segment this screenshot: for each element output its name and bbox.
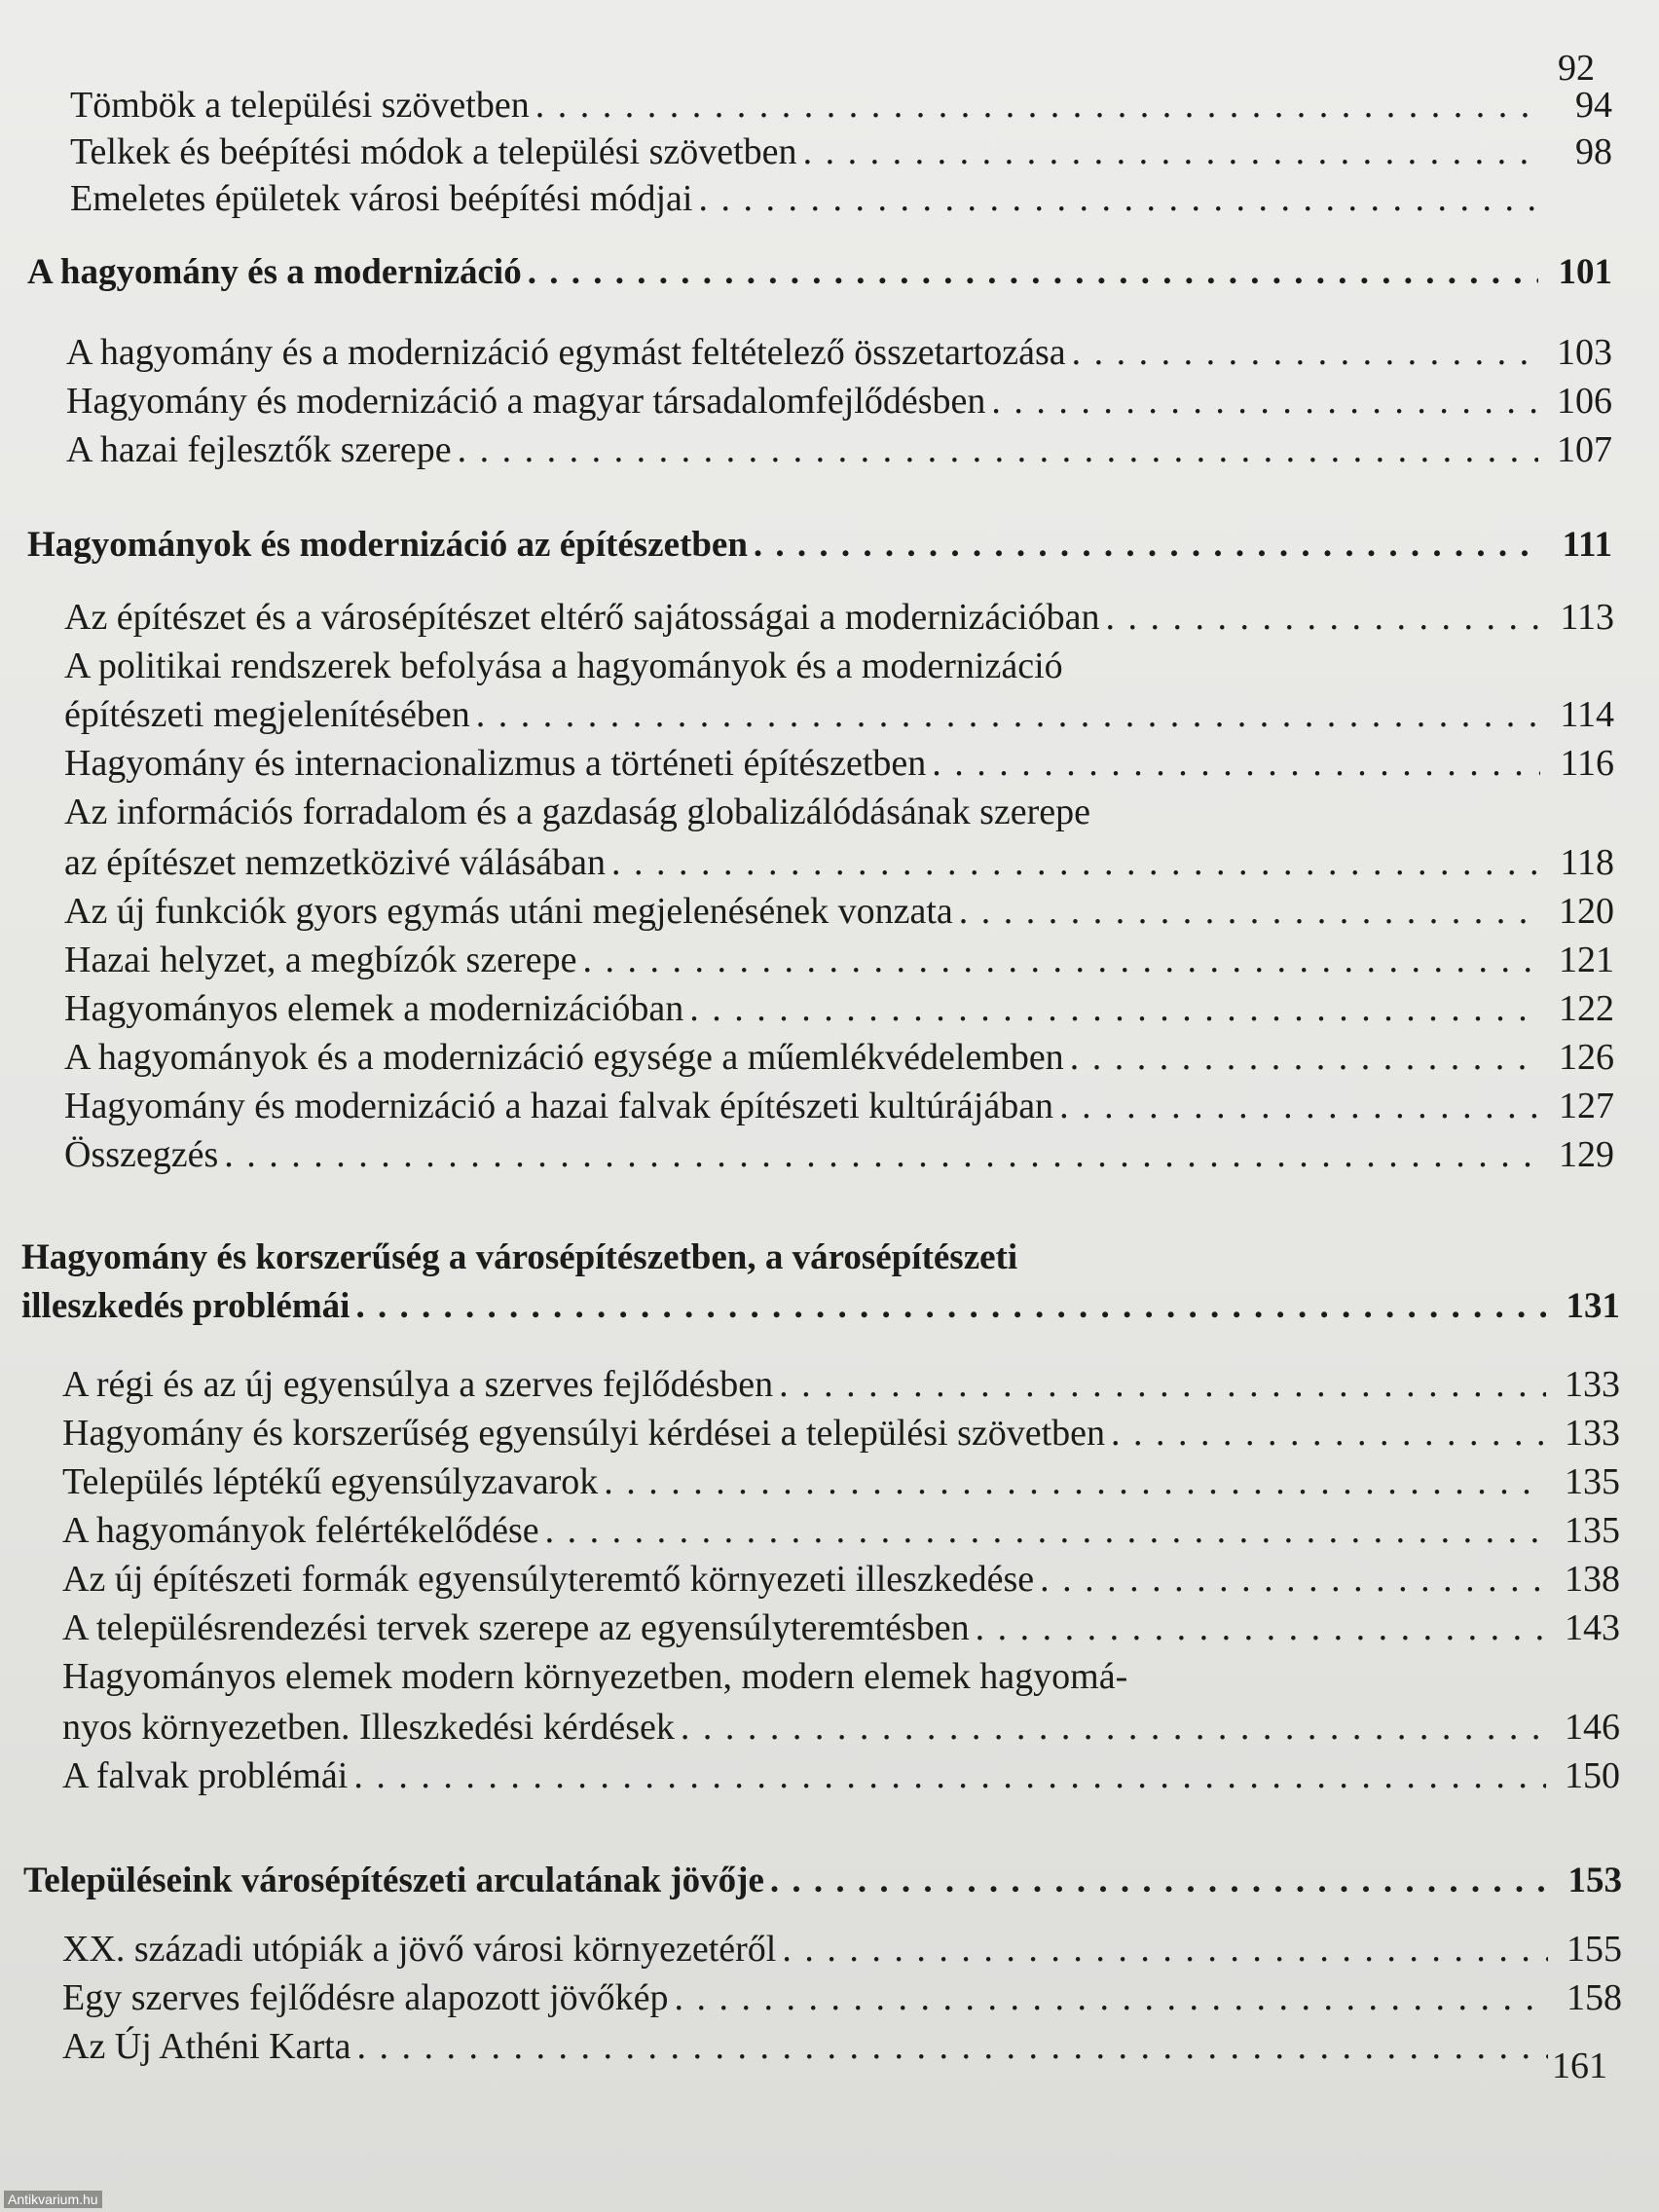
toc-entry-title: Tömbök a települési szövetben xyxy=(70,85,530,126)
toc-entry-page: 98 xyxy=(1575,131,1612,172)
dot-leader xyxy=(582,939,1540,981)
toc-entry-title: Hagyomány és korszerűség egyensúlyi kérdései a települési szövetben xyxy=(62,1413,1106,1454)
dot-leader xyxy=(476,693,1540,736)
dot-leader xyxy=(1111,1412,1546,1455)
dot-leader xyxy=(1106,596,1540,639)
toc-section xyxy=(27,251,1612,293)
dot-leader xyxy=(932,742,1540,785)
dot-leader xyxy=(535,84,1538,127)
toc-entry-page: 121 xyxy=(1559,940,1614,980)
toc-entry-title: az építészet nemzetközivé válásában xyxy=(64,842,606,883)
toc-entry-title: Az építészet és a városépítészet eltérő sajátosságai a modernizációban xyxy=(64,597,1100,638)
dot-leader xyxy=(355,1285,1546,1327)
dot-leader xyxy=(611,841,1540,884)
toc-entry xyxy=(64,890,1614,933)
toc-entry-page: 126 xyxy=(1559,1037,1614,1078)
toc-entry-title: A falvak problémái xyxy=(62,1755,349,1796)
toc-entry xyxy=(64,693,1614,736)
dot-leader xyxy=(528,251,1538,293)
toc-entry xyxy=(70,84,1612,127)
toc-entry-title: Összegzés xyxy=(64,1134,219,1175)
toc-entry-page: 146 xyxy=(1565,1707,1620,1748)
toc-entry-page: 106 xyxy=(1557,381,1612,422)
toc-entry xyxy=(70,130,1612,173)
toc-entry-page: 135 xyxy=(1565,1461,1620,1502)
toc-entry-page: 127 xyxy=(1559,1086,1614,1126)
toc-entry-title-line: Hagyományos elemek modern környezetben, modern elemek hagyomá- xyxy=(62,1656,1128,1697)
dot-leader xyxy=(991,380,1538,423)
toc-section-title-line: Hagyomány és korszerűség a városépítészetben, a városépítészeti xyxy=(21,1237,1018,1277)
toc-entry xyxy=(64,1133,1614,1176)
dot-leader xyxy=(675,1976,1548,2019)
toc-entry-page: 135 xyxy=(1565,1510,1620,1551)
toc-entry-title: Hagyomány és modernizáció a hazai falvak építészeti kultúrájában xyxy=(64,1086,1054,1126)
toc-entry-title-line: Az információs forradalom és a gazdaság globalizálódásának szerepe xyxy=(64,792,1091,832)
dot-leader xyxy=(1070,1036,1540,1079)
toc-entry-page: 94 xyxy=(1575,85,1612,126)
toc-section-page: 101 xyxy=(1558,252,1612,292)
toc-entry-page: 138 xyxy=(1565,1559,1620,1600)
toc-section xyxy=(23,1860,1622,1901)
dot-leader xyxy=(681,1706,1546,1749)
toc-entry-page: 116 xyxy=(1560,743,1614,784)
dot-leader xyxy=(959,890,1540,933)
toc-section-title: Hagyományok és modernizáció az építészetben xyxy=(27,525,748,565)
toc-section-title: illeszkedés problémái xyxy=(21,1286,350,1326)
toc-entry-page: 107 xyxy=(1557,429,1612,470)
dot-leader xyxy=(976,1606,1546,1649)
dot-leader xyxy=(1040,1558,1546,1601)
dot-leader xyxy=(698,177,1538,220)
toc-entry xyxy=(62,1412,1620,1455)
toc-entry xyxy=(62,1460,1620,1503)
toc-entry xyxy=(62,1928,1622,1971)
dot-leader xyxy=(353,1754,1546,1797)
toc-entry-title: A településrendezési tervek szerepe az egyensúlyteremtésben xyxy=(62,1607,970,1648)
toc-entry-title: A hagyományok felértékelődése xyxy=(62,1510,539,1551)
toc-entry-title: Emeletes épületek városi beépítési módjai xyxy=(70,178,693,219)
toc-entry-page: 150 xyxy=(1565,1755,1620,1796)
toc-entry xyxy=(64,1085,1614,1127)
toc-entry xyxy=(62,1976,1622,2019)
dot-leader xyxy=(770,1860,1548,1901)
toc-entry-page: 103 xyxy=(1557,332,1612,373)
watermark: Antikvarium.hu xyxy=(4,2191,102,2208)
toc-entry-title: Telkek és beépítési módok a települési szövetben xyxy=(70,131,797,172)
toc-entry-title: A hagyományok és a modernizáció egysége a műemlékvédelemben xyxy=(64,1037,1064,1078)
toc-entry xyxy=(62,1706,1620,1749)
toc-section-page: 153 xyxy=(1567,1861,1622,1900)
toc-entry xyxy=(62,1509,1620,1552)
dot-leader xyxy=(754,524,1538,566)
dot-leader xyxy=(1072,331,1538,374)
toc-entry-title: Hagyomány és modernizáció a magyar társadalomfejlődésben xyxy=(66,381,986,422)
dot-leader xyxy=(604,1460,1546,1503)
toc-entry-title: XX. századi utópiák a jövő városi környezetéről xyxy=(62,1929,777,1970)
toc-entry-page: 118 xyxy=(1560,842,1614,883)
toc-section-page: 111 xyxy=(1562,525,1612,565)
toc-entry-title: Egy szerves fejlődésre alapozott jövőkép xyxy=(62,1977,669,2018)
toc-entry xyxy=(62,1606,1620,1649)
toc-entry xyxy=(62,1363,1620,1406)
toc-section-page: 131 xyxy=(1566,1286,1620,1326)
toc-entry-page: 143 xyxy=(1565,1607,1620,1648)
dot-leader xyxy=(779,1363,1546,1406)
toc-entry-title-line: A politikai rendszerek befolyása a hagyományok és a modernizáció xyxy=(64,645,1063,686)
toc-entry-title: Hagyomány és internacionalizmus a történeti építészetben xyxy=(64,743,927,784)
toc-entry-page: 114 xyxy=(1560,694,1614,735)
toc-section xyxy=(27,524,1612,566)
toc-entry xyxy=(66,428,1612,471)
toc-entry-title: nyos környezetben. Illeszkedési kérdések xyxy=(62,1707,675,1748)
toc-entry-page: 120 xyxy=(1559,891,1614,932)
toc-section xyxy=(21,1285,1620,1327)
dot-leader xyxy=(782,1928,1548,1971)
dot-leader xyxy=(224,1133,1540,1176)
toc-entry xyxy=(62,2025,1622,2068)
toc-entry-title: Hazai helyzet, a megbízók szerepe xyxy=(64,940,577,980)
toc-entry xyxy=(64,596,1614,639)
toc-entry-page: 129 xyxy=(1559,1134,1614,1175)
dot-leader xyxy=(1059,1085,1540,1127)
dot-leader xyxy=(357,2025,1548,2068)
toc-entry-page: 122 xyxy=(1559,988,1614,1029)
toc-page-number: 161 xyxy=(1552,2046,1607,2086)
toc-entry xyxy=(66,380,1612,423)
toc-entry-title: Az Új Athéni Karta xyxy=(62,2026,351,2067)
toc-section-title: A hagyomány és a modernizáció xyxy=(27,252,522,292)
toc-entry xyxy=(62,1558,1620,1601)
dot-leader xyxy=(689,987,1540,1030)
toc-entry xyxy=(70,177,1612,220)
toc-entry-page: 133 xyxy=(1565,1413,1620,1454)
toc-entry-page: 158 xyxy=(1567,1977,1622,2018)
toc-entry-title: Hagyományos elemek a modernizációban xyxy=(64,988,684,1029)
toc-section-title: Településeink városépítészeti arculatának jövője xyxy=(23,1861,764,1900)
toc-entry xyxy=(62,1754,1620,1797)
toc-page-number: 92 xyxy=(1558,48,1595,89)
dot-leader xyxy=(545,1509,1546,1552)
toc-entry-title: A hagyomány és a modernizáció egymást feltételező összetartozása xyxy=(66,332,1066,373)
toc-entry-page: 155 xyxy=(1567,1929,1622,1970)
dot-leader xyxy=(458,428,1538,471)
toc-entry-title: A régi és az új egyensúlya a szerves fejlődésben xyxy=(62,1364,774,1405)
toc-entry-page: 113 xyxy=(1560,597,1614,638)
toc-entry-title: Település léptékű egyensúlyzavarok xyxy=(62,1461,599,1502)
dot-leader xyxy=(803,130,1538,173)
toc-entry xyxy=(64,742,1614,785)
toc-entry-title: építészeti megjelenítésében xyxy=(64,694,470,735)
toc-entry-title: Az új építészeti formák egyensúlyteremtő környezeti illeszkedése xyxy=(62,1559,1035,1600)
toc-entry xyxy=(64,939,1614,981)
toc-entry xyxy=(64,987,1614,1030)
toc-entry xyxy=(64,1036,1614,1079)
toc-entry-page: 133 xyxy=(1565,1364,1620,1405)
toc-entry xyxy=(64,841,1614,884)
toc-entry-title: A hazai fejlesztők szerepe xyxy=(66,429,452,470)
toc-entry-title: Az új funkciók gyors egymás utáni megjelenésének vonzata xyxy=(64,891,953,932)
toc-entry xyxy=(66,331,1612,374)
